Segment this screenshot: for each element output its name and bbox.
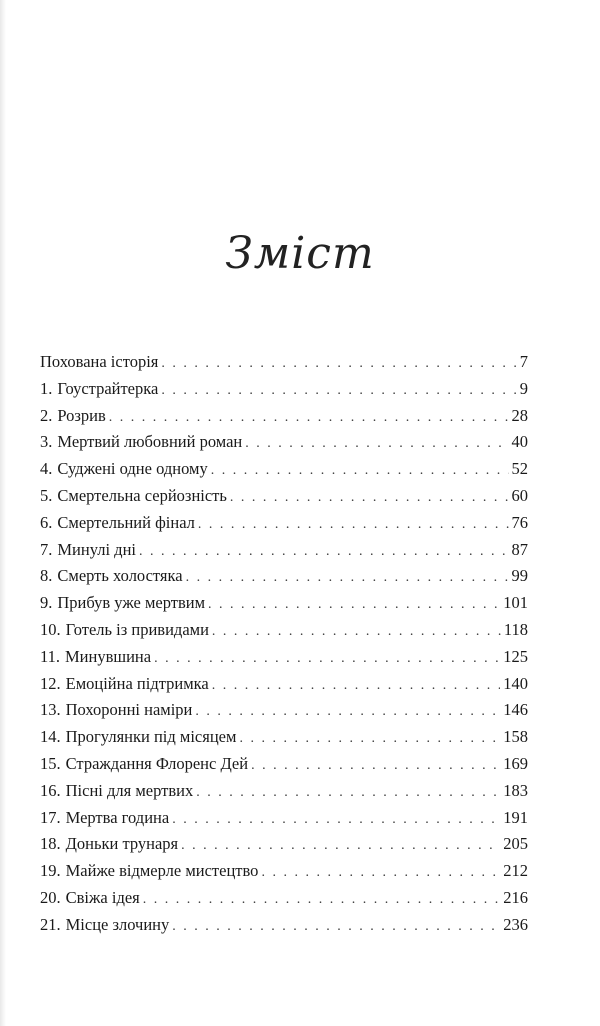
chapter-number: 20. [40,887,61,907]
page-edge-shadow [0,0,6,1026]
dot-leader [109,405,509,432]
page-number: 140 [503,673,528,693]
chapter-title: Прогулянки під місяцем [65,727,237,747]
chapter-number: 8. [40,566,53,586]
chapter-number: 21. [40,914,61,934]
page-number: 125 [503,646,528,666]
chapter-number: 3. [40,432,53,452]
page-number: 146 [503,700,528,720]
dot-leader [212,619,501,646]
page-number: 28 [511,405,528,425]
page-number: 76 [511,512,528,532]
toc-entry[interactable] [40,617,528,644]
dot-leader [195,699,500,726]
chapter-number: 10. [40,619,61,639]
chapter-title: Мертва година [65,807,170,827]
toc-entry[interactable] [40,563,528,590]
dot-leader [211,458,509,485]
chapter-title: Місце злочину [65,914,170,934]
chapter-title: Готель із привидами [65,619,209,639]
page-number: 236 [503,914,528,934]
page-number: 169 [503,753,528,773]
page-number: 7 [519,352,528,371]
chapter-title: Свіжа ідея [65,887,140,907]
dot-leader [172,914,500,941]
dot-leader [245,431,508,458]
page-number: 99 [511,566,528,586]
chapter-number: 19. [40,861,61,881]
dot-leader [154,646,500,673]
dot-leader [181,833,500,860]
chapter-title: Минулі дні [57,539,136,559]
chapter-number: 1. [40,378,53,398]
dot-leader [212,673,500,700]
toc-entry[interactable] [40,483,528,510]
chapter-number: 13. [40,700,61,720]
page-number: 101 [503,593,528,613]
page-number: 9 [519,378,528,398]
chapter-title: Смерть холостяка [57,566,183,586]
chapter-number: 6. [40,512,53,532]
chapter-number: 16. [40,780,61,800]
chapter-title: Страждання Флоренс Дей [65,753,249,773]
chapter-number: 17. [40,807,61,827]
chapter-title: Розрив [57,405,106,425]
chapter-title: Майже відмерле мистецтво [65,861,259,881]
toc-entry[interactable] [40,805,528,832]
chapter-title: Похоронні наміри [65,700,193,720]
chapter-number: 2. [40,405,53,425]
page-number: 205 [503,834,528,854]
toc-entry[interactable] [40,778,528,805]
toc-entry[interactable] [40,376,528,403]
dot-leader [251,753,500,780]
page-number: 158 [503,727,528,747]
page-title: Зміст [225,228,375,279]
toc-entry[interactable] [40,697,528,724]
page-number: 183 [503,780,528,800]
chapter-title: Смертельний фінал [57,512,195,532]
toc-entry[interactable] [40,644,528,671]
chapter-title: Похована історія [40,352,159,371]
table-of-contents [40,349,528,939]
page-number: 216 [503,887,528,907]
chapter-number: 7. [40,539,53,559]
toc-entry[interactable] [40,751,528,778]
chapter-title: Доньки трунаря [65,834,179,854]
dot-leader [261,860,500,887]
dot-leader [198,512,509,539]
toc-entry[interactable] [40,671,528,698]
page-number: 60 [511,485,528,505]
toc-entry[interactable] [40,349,528,376]
toc-entry[interactable] [40,885,528,912]
page-number: 118 [503,619,528,639]
dot-leader [139,539,509,566]
toc-entry[interactable] [40,858,528,885]
chapter-title: Емоційна підтримка [65,673,209,693]
chapter-title: Минувшина [65,646,152,666]
page-number: 191 [503,807,528,827]
dot-leader [196,780,500,807]
chapter-number: 15. [40,753,61,773]
toc-entry[interactable] [40,537,528,564]
chapter-number: 11. [40,646,61,666]
chapter-number: 9. [40,593,53,613]
chapter-title: Прибув уже мертвим [57,593,206,613]
chapter-title: Пісні для мертвих [65,780,194,800]
toc-entry[interactable] [40,403,528,430]
chapter-number: 12. [40,673,61,693]
toc-entry[interactable] [40,724,528,751]
toc-entry[interactable] [40,510,528,537]
dot-leader [239,726,500,753]
chapter-title: Суджені одне одному [57,459,208,479]
toc-entry[interactable] [40,456,528,483]
toc-entry[interactable] [40,831,528,858]
dot-leader [208,592,500,619]
toc-entry[interactable] [40,590,528,617]
dot-leader [161,378,516,405]
chapter-number: 18. [40,834,61,854]
dot-leader [143,887,501,914]
chapter-title: Смертельна серйозність [57,485,227,505]
chapter-number: 14. [40,727,61,747]
toc-entry[interactable] [40,429,528,456]
chapter-title: Гоустрайтерка [57,378,159,398]
toc-entry[interactable] [40,912,528,939]
chapter-title: Мертвий любовний роман [57,432,243,452]
page-number: 40 [511,432,528,452]
page-number: 87 [511,539,528,559]
dot-leader [186,565,509,592]
dot-leader [230,485,509,512]
chapter-number: 4. [40,459,53,479]
page-number: 212 [503,861,528,881]
dot-leader [161,351,516,378]
page-number: 52 [511,459,528,479]
dot-leader [172,807,500,834]
chapter-number: 5. [40,485,53,505]
